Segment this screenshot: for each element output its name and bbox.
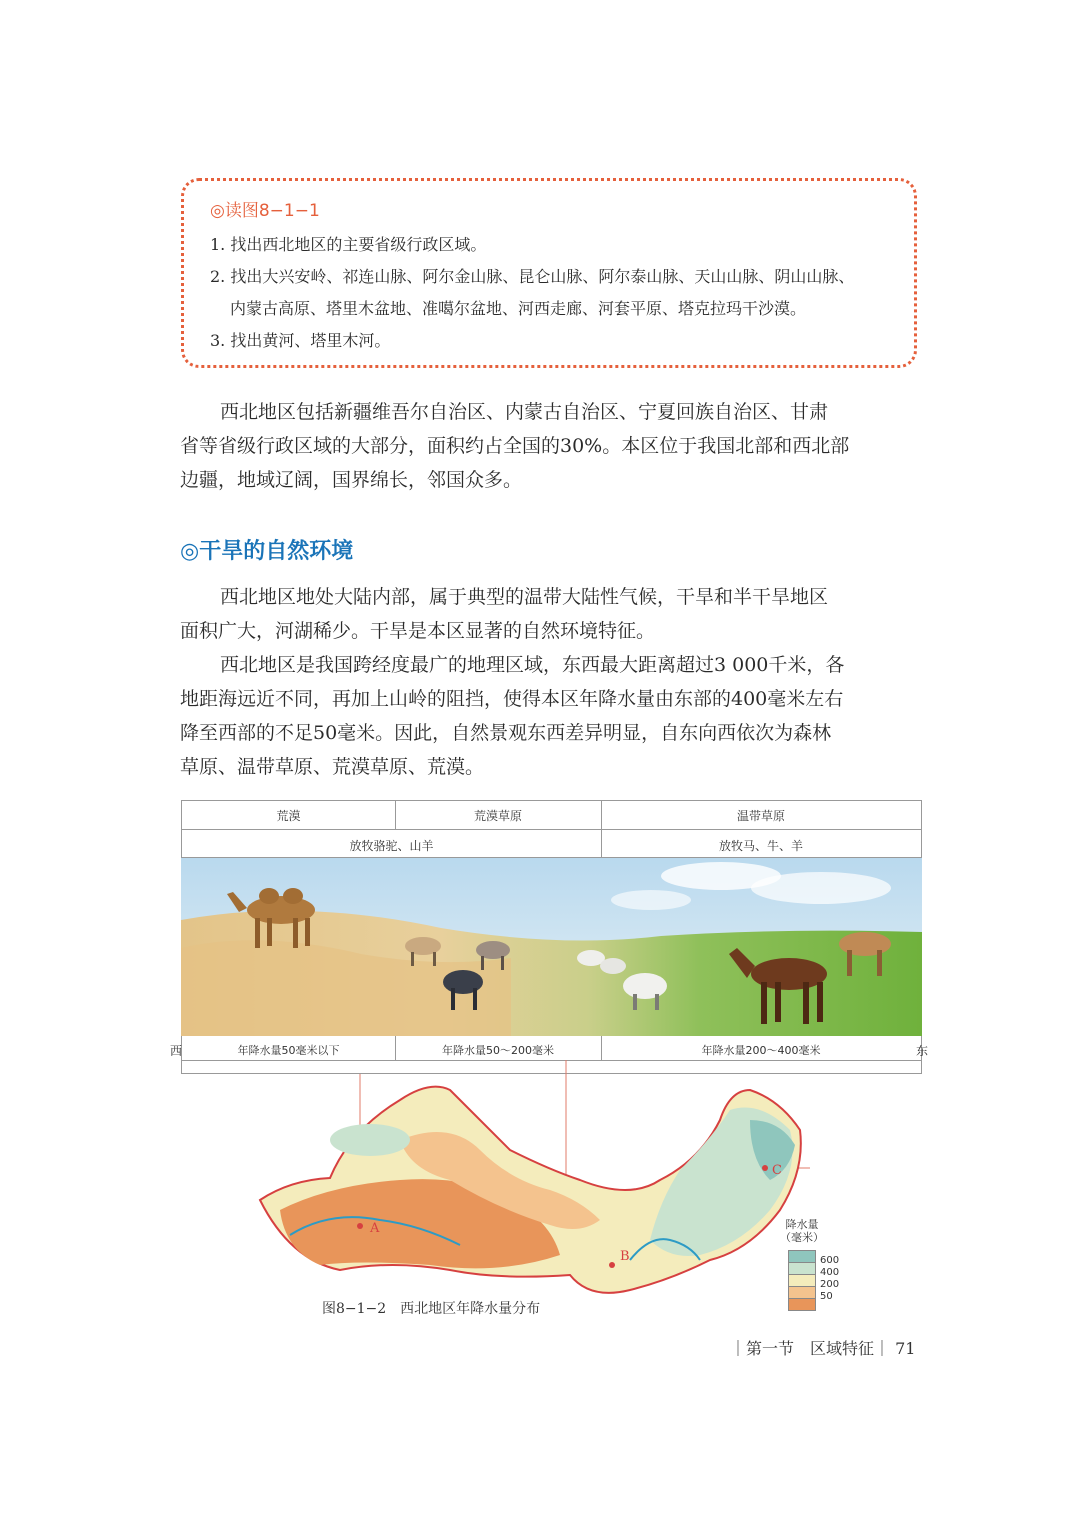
reading-item-2: 2. 找出大兴安岭、祁连山脉、阿尔金山脉、昆仑山脉、阿尔泰山脉、天山山脉、阴山山脉、 (210, 267, 855, 286)
paragraph-2-line-1: 西北地区是我国跨经度最广的地理区域，东西最大距离超过3 000千米，各 (220, 654, 845, 676)
paragraph-2-line-2: 地距海远近不同，再加上山岭的阻挡，使得本区年降水量由东部的400毫米左右 (180, 688, 844, 710)
intro-paragraph (180, 395, 922, 497)
zone-desert-steppe: 荒漠草原 (473, 809, 522, 823)
grazing-east: 放牧马、牛、羊 (718, 839, 803, 853)
reading-item-2-cont: 内蒙古高原、塔里木盆地、准噶尔盆地、河西走廊、河套平原、塔克拉玛干沙漠。 (230, 299, 807, 318)
point-c-label: C (772, 1163, 782, 1178)
point-b-label: B (620, 1249, 630, 1264)
paragraph-2-line-3: 降至西部的不足50毫米。因此，自然景观东西差异明显，自东向西依次为森林 (180, 722, 832, 744)
page-footer: ｜第一节 区域特征｜ 71 (730, 1339, 916, 1358)
vegetation-zone-table (181, 800, 922, 858)
zone-desert: 荒漠 (276, 809, 301, 823)
legend-value-200: 200 (820, 1279, 840, 1290)
intro-line-2: 省等省级行政区域的大部分，面积约占全国的30%。本区位于我国北部和西北部 (180, 435, 850, 457)
figure-caption: 图8−1−2 西北地区年降水量分布 (322, 1301, 541, 1317)
intro-line-1: 西北地区包括新疆维吾尔自治区、内蒙古自治区、宁夏回族自治区、甘肃 (220, 401, 829, 423)
paragraph-longitude (180, 648, 922, 784)
zone-temperate-steppe: 温带草原 (736, 809, 785, 823)
east-label: 东 (916, 1044, 929, 1058)
west-label: 西 (170, 1044, 183, 1058)
paragraph-1-line-2: 面积广大，河湖稀少。干旱是本区显著的自然环境特征。 (180, 620, 656, 642)
reading-item-3: 3. 找出黄河、塔里木河。 (210, 331, 391, 350)
paragraph-arid (180, 580, 922, 648)
legend-title (780, 1218, 824, 1244)
landscape-illustration (181, 858, 922, 1036)
reading-box-title: ◎读图8−1−1 (210, 201, 320, 221)
legend-swatch-below-50 (788, 1298, 816, 1311)
zone-tianshan (330, 1124, 410, 1156)
precip-desert: 年降水量50毫米以下 (237, 1044, 340, 1057)
legend-value-600: 600 (820, 1255, 840, 1266)
precip-desert-steppe: 年降水量50～200毫米 (442, 1044, 554, 1057)
point-a-label: A (370, 1221, 380, 1236)
section-heading: ◎干旱的自然环境 (180, 539, 354, 564)
precipitation-map (250, 1060, 810, 1310)
paragraph-1-line-1: 西北地区地处大陆内部，属于典型的温带大陆性气候，干旱和半干旱地区 (220, 586, 829, 608)
paragraph-2-line-4: 草原、温带草原、荒漠草原、荒漠。 (180, 756, 485, 778)
legend-value-400: 400 (820, 1267, 840, 1278)
point-a (357, 1223, 363, 1229)
reading-item-1: 1. 找出西北地区的主要省级行政区域。 (210, 235, 487, 254)
legend-value-50: 50 (820, 1291, 833, 1302)
precip-temperate-steppe: 年降水量200～400毫米 (701, 1044, 821, 1057)
grazing-west: 放牧骆驼、山羊 (349, 839, 434, 853)
intro-line-3: 边疆，地域辽阔，国界绵长，邻国众多。 (180, 469, 523, 491)
zone-divider-h (182, 829, 921, 830)
point-c (762, 1165, 768, 1171)
legend-title-line-2: （毫米） (780, 1231, 824, 1244)
point-b (609, 1262, 615, 1268)
legend-title-line-1: 降水量 (785, 1218, 819, 1231)
